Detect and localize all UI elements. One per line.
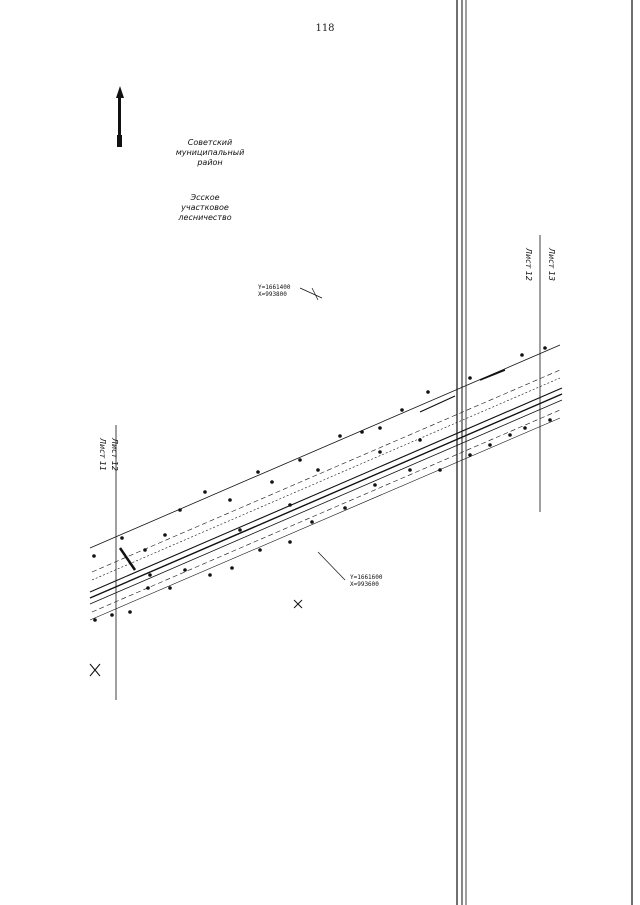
sheet-label-right-bottom: Лист 12 [524,248,533,281]
page-number: 118 [315,23,335,34]
sheet-label-left-top: Лист 12 [110,438,119,471]
coord-leader-1 [300,288,322,298]
north-arrow-icon [116,86,124,147]
forestry-label: Эсское участковое лесничество [178,193,232,222]
road-corridor [90,345,562,620]
coordinate-label-2: Y=1661600 X=993600 [350,574,383,588]
sheet-label-right-top: Лист 13 [547,248,556,281]
district-label: Советский муниципальный район [175,138,245,167]
survey-cross-icon [90,600,302,676]
sheet-label-left-bottom: Лист 11 [98,438,107,471]
survey-points [92,346,552,622]
coordinate-label-1: Y=1661400 X=993800 [258,284,291,298]
coord-leader-2 [318,552,345,580]
